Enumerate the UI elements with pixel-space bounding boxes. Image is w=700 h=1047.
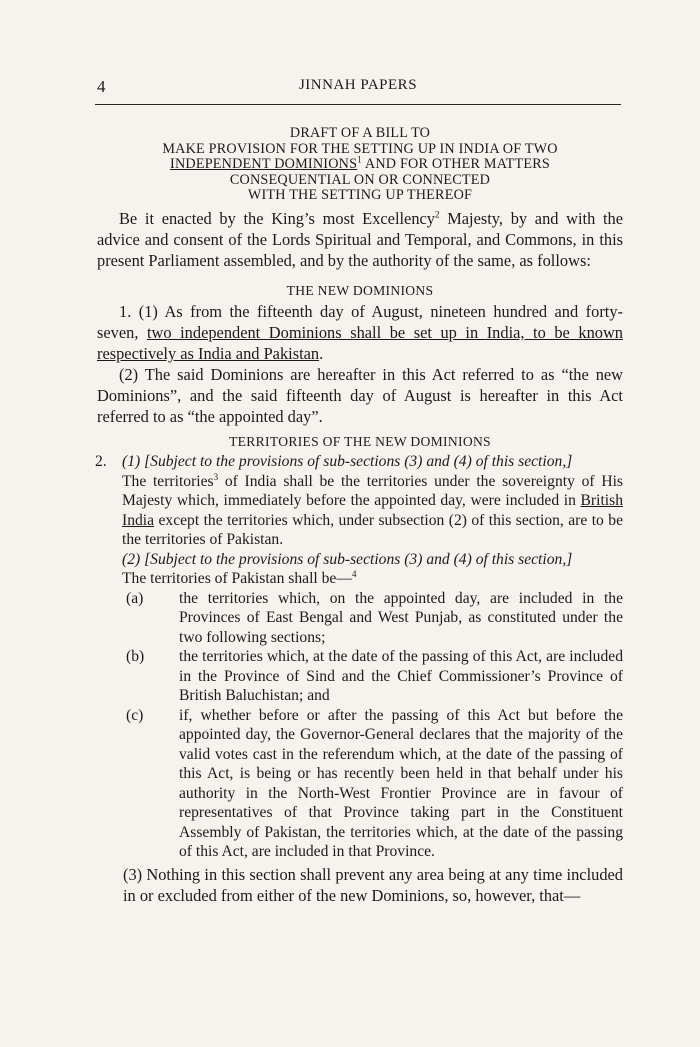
clause-text: The territories (122, 472, 214, 490)
header-rule (95, 104, 621, 105)
clause-text: 1. (1) As from the fifteenth day of August, nineteen hundred and forty-seven, (97, 301, 623, 342)
page-header (97, 70, 619, 100)
footnote-marker: 2 (435, 209, 440, 220)
title-text: AND FOR OTHER MATTERS (361, 156, 550, 172)
list-item-text: if, whether before or after the passing of this Act but before the appointed day, the Governor-General declares that the majority of the valid votes cast in the referendum which, at the date of the passing of this Act, is being or has recently been held in that behalf under his authority in the North-West Frontier Province are in favour of representatives of that Province taking part in the Constituent Assembly of Pakistan, the territories which, at the date of the passing of this Act, are included in that Province. (179, 706, 623, 861)
title-line: CONSEQUENTIAL ON OR CONNECTED (229, 171, 491, 188)
title-line: WITH THE SETTING UP THEREOF (247, 187, 473, 203)
running-title: JINNAH PAPERS (298, 77, 418, 93)
preamble (97, 208, 623, 271)
section-heading: TERRITORIES OF THE NEW DOMINIONS (229, 434, 491, 450)
title-line: MAKE PROVISION FOR THE SETTING UP IN INDIA OF TWO (162, 140, 558, 157)
list-item-label: (a) (126, 589, 144, 607)
preamble-text: Be it enacted by the King’s most Excellency (119, 208, 435, 228)
list-item (126, 647, 623, 706)
section-2-subsection-2 (122, 569, 623, 589)
section-2 (97, 452, 623, 862)
list-item (126, 589, 623, 648)
title-underlined-text: INDEPENDENT DOMINIONS (170, 156, 358, 172)
title-line: DRAFT OF A BILL TO (289, 125, 431, 141)
clause-text: of India shall be the territories under the sovereignty of His Majesty which, immediately before the appointed day, were included in (122, 472, 623, 510)
section-1-subsection-2: (2) The said Dominions are hereafter in this Act referred to as “the new Dominions”, and the said fifteenth day of August is hereafter in this Act referred to as “the appointed day”. (97, 365, 623, 427)
list-item-label: (c) (126, 706, 144, 724)
section-number: 2. (95, 453, 107, 471)
footnote-marker: 3 (213, 471, 219, 482)
list-item-label: (b) (126, 648, 145, 666)
section-2-subsection-1 (122, 472, 623, 550)
list-item (126, 706, 623, 862)
section-heading: THE NEW DOMINIONS (286, 282, 434, 298)
clause-text: The territories of Pakistan shall be— (122, 570, 352, 588)
preamble-text: Majesty, by and with the advice and consent of the Lords Spiritual and Temporal, and Commons, in this present Parliament assembled, and by the authority of the same, as follows: (97, 208, 624, 270)
underlined-text: British India (122, 492, 623, 529)
list-item-text: the territories which, on the appointed day, are included in the Provinces of East Bengal and West Punjab, as constituted under the two following sections; (179, 589, 623, 646)
section-1-subsection-1 (97, 301, 623, 364)
subsection-qualifier: (2) [Subject to the provisions of sub-sections (3) and (4) of this section,] (122, 550, 573, 568)
underlined-text: two independent Dominions shall be set up in India, to be known respectively as India and Pakistan (97, 322, 624, 363)
bill-title (97, 126, 623, 204)
clause-text: . (319, 343, 324, 363)
page-number: 4 (97, 77, 106, 96)
footnote-marker: 4 (351, 569, 357, 580)
list-item-text: the territories which, at the date of the passing of this Act, are included in the Province of Sind and the Chief Commissioner’s Province of British Baluchistan; and (179, 648, 623, 705)
section-2-subsection-3: (3) Nothing in this section shall prevent any area being at any time included in or excluded from either of the new Dominions, so, however, that— (123, 864, 623, 905)
subsection-qualifier: (1) [Subject to the provisions of sub-sections (3) and (4) of this section,] (122, 453, 573, 471)
document-body (97, 126, 623, 906)
title-line (97, 154, 623, 173)
clause-text: except the territories which, under subsection (2) of this section, are to be the territories of Pakistan. (122, 511, 623, 549)
section-2-subsection-3-block (97, 864, 623, 906)
footnote-marker: 1 (357, 154, 362, 165)
